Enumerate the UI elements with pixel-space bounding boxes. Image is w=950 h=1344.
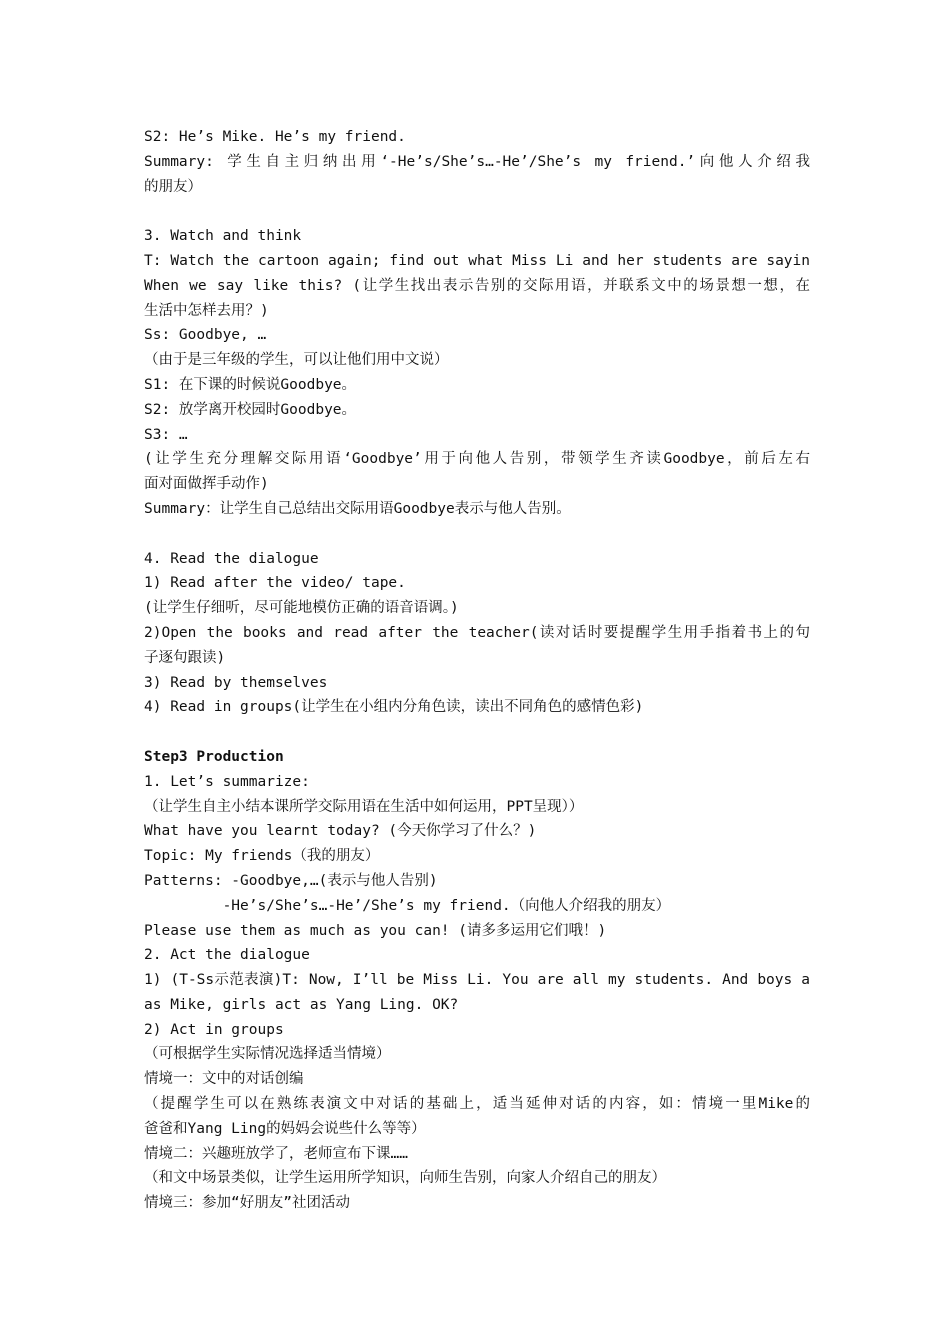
text-line: 2. Act the dialogue — [144, 947, 310, 964]
text-line: Summary：让学生自己总结出交际用语Goodbye表示与他人告别。 — [144, 500, 571, 517]
text-line: When we say like this? (让学生找出表示告别的交际用语，并联系文中的场景想一想，在 — [144, 277, 810, 294]
blank-line — [144, 522, 810, 547]
text-line: 4. Read the dialogue — [144, 550, 319, 567]
section-heading: Step3 Production — [144, 748, 284, 765]
text-line: （提醒学生可以在熟练表演文中对话的基础上，适当延伸对话的内容，如：情境一里Mike的 — [144, 1096, 810, 1113]
text-line: （和文中场景类似，让学生运用所学知识，向师生告别，向家人介绍自己的朋友） — [144, 1170, 666, 1187]
text-line: Ss: Goodbye, … — [144, 327, 267, 344]
text-line: Please use them as much as you can! (请多多运用它们哦！) — [144, 922, 607, 939]
text-line: 子逐句跟读) — [144, 649, 226, 666]
text-line: 3) Read by themselves — [144, 674, 328, 691]
text-line: S2: He’s Mike. He’s my friend. — [144, 129, 406, 145]
text-line: 的朋友） — [144, 178, 202, 195]
text-line: S1: 在下课的时候说Goodbye。 — [144, 376, 357, 393]
text-line: 1. Let’s summarize: — [144, 773, 310, 790]
text-line: 情境一：文中的对话创编 — [144, 1071, 304, 1088]
blank-line — [144, 720, 810, 745]
text-line: Topic: My friends（我的朋友） — [144, 848, 380, 865]
text-line: 4) Read in groups(让学生在小组内分角色读，读出不同角色的感情色彩) — [144, 699, 644, 716]
blank-line — [144, 199, 810, 224]
text-line: Patterns: -Goodbye,…(表示与他人告别) — [144, 872, 438, 889]
text-line: S2: 放学离开校园时Goodbye。 — [144, 401, 357, 418]
document-page — [144, 125, 810, 1216]
text-line: 面对面做挥手动作) — [144, 476, 269, 493]
text-line: 情境二：兴趣班放学了，老师宣布下课…… — [144, 1145, 408, 1162]
text-line: What have you learnt today? (今天你学习了什么？) — [144, 823, 537, 840]
text-line: -He’s/She’s…-He’/She’s my friend.（向他人介绍我的朋友） — [144, 897, 671, 914]
text-line: 1) (T-Ss示范表演)T: Now, I’ll be Miss Li. You are all my students. And boys a — [144, 972, 810, 989]
text-line: (让学生充分理解交际用语‘Goodbye’用于向他人告别，带领学生齐读Goodbye，前后左右 — [144, 451, 810, 468]
text-line: T: Watch the cartoon again; find out what Miss Li and her students are sayin — [144, 252, 810, 269]
text-line: (让学生仔细听，尽可能地模仿正确的语音语调。) — [144, 600, 459, 617]
text-line: 爸爸和Yang Ling的妈妈会说些什么等等） — [144, 1120, 426, 1137]
text-line: 生活中怎样去用？) — [144, 302, 269, 319]
text-line: Summary: 学生自主归纳出用‘-He’s/She’s…-He’/She’s my friend.’向他人介绍我 — [144, 153, 810, 170]
text-line: S3: … — [144, 426, 188, 443]
text-line: （让学生自主小结本课所学交际用语在生活中如何运用，PPT呈现）） — [144, 798, 584, 815]
text-line: （可根据学生实际情况选择适当情境） — [144, 1046, 391, 1063]
text-line: 情境三：参加“好朋友”社团活动 — [144, 1195, 350, 1212]
text-line: 2)Open the books and read after the teacher(读对话时要提醒学生用手指着书上的句 — [144, 624, 810, 641]
text-line: 1) Read after the video/ tape. — [144, 575, 406, 592]
text-line: 3. Watch and think — [144, 228, 302, 245]
text-line: （由于是三年级的学生，可以让他们用中文说） — [144, 352, 449, 369]
text-line: as Mike, girls act as Yang Ling. OK? — [144, 996, 459, 1013]
text-line: 2) Act in groups — [144, 1021, 284, 1038]
